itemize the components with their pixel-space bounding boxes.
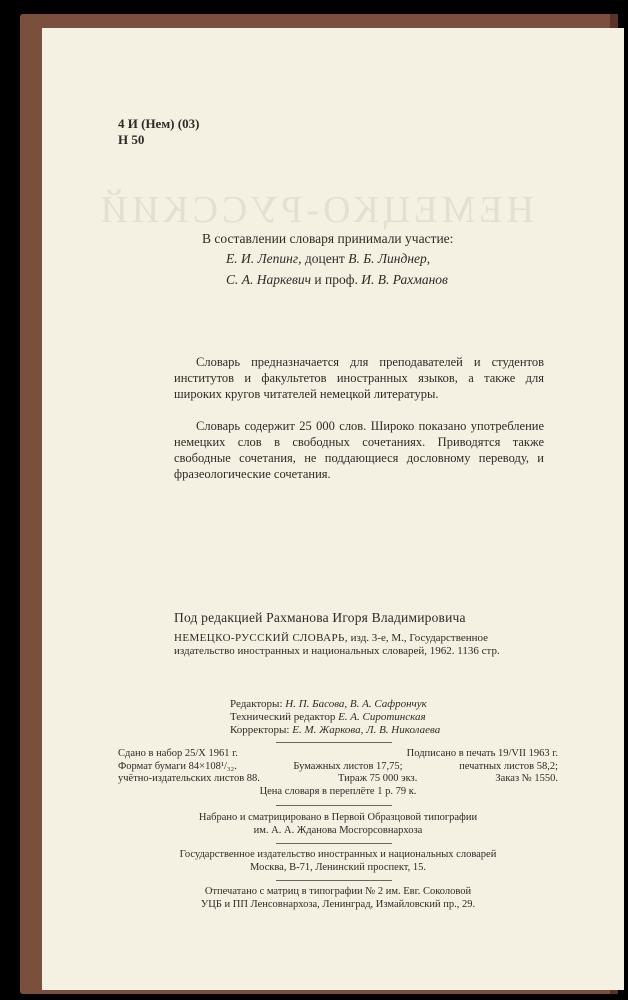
- credits-names: Е. М. Жаркова, Л. В. Николаева: [292, 724, 441, 736]
- printed-sheets: печатных листов 58,2;: [459, 760, 558, 772]
- contributors-line-1: [226, 251, 430, 267]
- typesetting-line-2: им. А. А. Жданова Мосгорсовнархоза: [253, 825, 423, 836]
- contributors-heading: В составлении словаря принимали участие:: [202, 231, 454, 246]
- imprint-row: [118, 748, 558, 761]
- publisher-info: [118, 848, 558, 874]
- price: Цена словаря в переплёте 1 р. 79 к.: [259, 785, 417, 797]
- signed-to-print: Подписано в печать 19/VII 1963 г.: [406, 748, 558, 759]
- classification-index: Н 50: [118, 132, 145, 147]
- contributors-line-2: [226, 272, 448, 288]
- credits-label: Технический редактор: [230, 711, 336, 723]
- contributor-name: И. В. Рахманов: [361, 272, 448, 287]
- divider: [276, 742, 392, 743]
- printer-line-2: УЦБ и ПП Ленсовнархоза, Ленинград, Измайловский пр., 29.: [200, 899, 476, 910]
- credits-label: Корректоры:: [230, 724, 290, 736]
- publisher-address: Москва, В-71, Ленинский проспект, 15.: [250, 862, 426, 873]
- printer-line-1: Отпечатано с матриц в типографии № 2 им. Евг. Соколовой: [204, 886, 472, 897]
- bibliographic-title: НЕМЕЦКО-РУССКИЙ СЛОВАРЬ,: [174, 632, 348, 644]
- imprint-row: [118, 761, 558, 774]
- bibliographic-entry: [174, 632, 544, 658]
- classification-code: 4 И (Нем) (03): [118, 116, 200, 131]
- editor-line: Под редакцией Рахманова Игоря Владимировича: [174, 610, 466, 625]
- credits-label: Редакторы:: [230, 698, 283, 710]
- bleed-through-title: НЕМЕЦКО-РУССКИЙ: [96, 189, 534, 231]
- typesetting-info: [118, 811, 558, 837]
- credits-names: Н. П. Басова, В. А. Сафрончук: [285, 698, 427, 710]
- imprint-row: [118, 773, 558, 786]
- order-number: Заказ № 1550.: [495, 773, 558, 784]
- credits-names: Е. А. Сиротинская: [338, 711, 426, 723]
- typesetting-line-1: Набрано и сматрицировано в Первой Образцовой типографии: [198, 812, 478, 823]
- contributor-name: С. А. Наркевич: [226, 272, 312, 287]
- sent-to-set: Сдано в набор 25/X 1961 г.: [118, 748, 238, 759]
- divider: [276, 805, 392, 806]
- contributor-title: доцент: [301, 251, 349, 266]
- paper-sheets: Бумажных листов 17,75;: [293, 760, 403, 772]
- divider: [276, 843, 392, 844]
- imprint-block: [118, 748, 558, 798]
- credits-proofreaders: [230, 724, 440, 736]
- bibliographic-details: изд. 3-е, М., Государственное издательство иностранных и национальных словарей, 1962. 1136 стр.: [174, 632, 500, 657]
- printer-info: [118, 885, 558, 911]
- credits-tech-editor: [230, 711, 426, 723]
- contributor-name: В. Б. Линднер,: [348, 251, 431, 266]
- publisher-name: Государственное издательство иностранных и национальных словарей: [179, 849, 497, 860]
- book-page: [42, 28, 624, 990]
- edition-sheets: учётно-издательских листов 88.: [118, 773, 260, 784]
- divider: [276, 880, 392, 881]
- contributor-title: и проф.: [311, 272, 362, 287]
- description-paragraph-2: Словарь содержит 25 000 слов. Широко показано употребление немецких слов в свободных сочетаниях. Приводятся также свободные сочетания, не поддающиеся дословному переводу, и фразеологические сочетания.: [174, 419, 544, 481]
- paper-format: Формат бумаги 84×108¹/₃₂.: [118, 760, 237, 772]
- credits-editors: [230, 698, 427, 710]
- contributor-name: Е. И. Лепинг,: [226, 251, 302, 266]
- description-paragraph-1: Словарь предназначается для преподавателей и студентов институтов и факультетов иностранных языков, а также для широких кругов читателей немецкой литературы.: [174, 355, 544, 401]
- print-run: Тираж 75 000 экз.: [338, 773, 418, 784]
